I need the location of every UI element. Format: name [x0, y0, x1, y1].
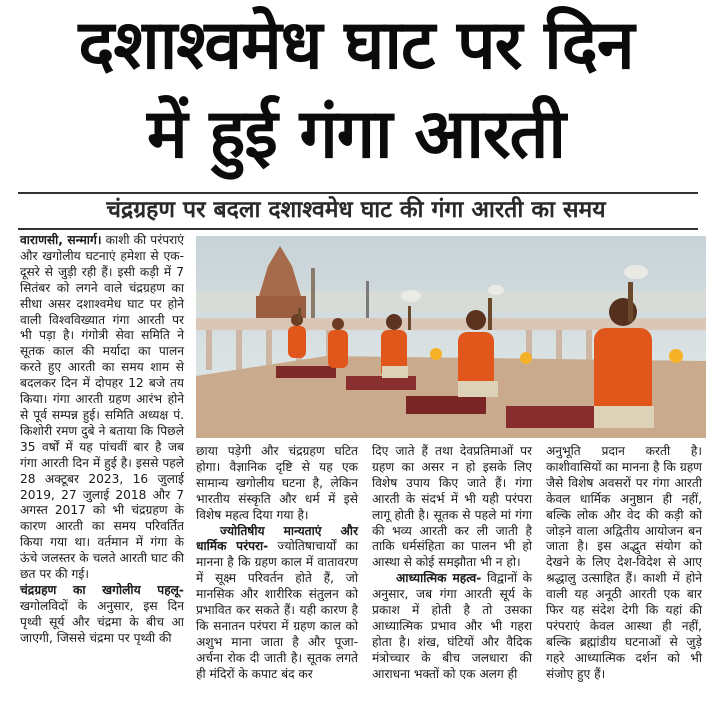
dateline: वाराणसी, सन्मार्ग। — [20, 233, 102, 247]
paragraph: काशी की परंपराएं और खगोलीय घटनाएं हमेशा से एक-दूसरे से जुड़ी रही हैं। इसी कड़ी में 7 सितंबर को लगने वाले चंद्रग्रहण का सीधा असर दशाश्वमेध घाट पर होने वाली विश्वविख्यात गंगा आरती पर भी पड़ा है। गंगोत्री सेवा समिति ने सूतक काल की मर्यादा का पालन करते हुए आरती का समय शाम से बदलकर दिन में दोपहर 12 बजे तय किया। गंगा आरती ग्रहण आरंभ होने से पूर्व सम्पन्न हुई। समिति अध्यक्ष पं. किशोरी रमण दुबे ने बताया कि पिछले 35 वर्षों में यह पांचवीं बार है जब गंगा आरती दिन में हुई है। इससे पहले 28 अक्टूबर 2023, 16 जुलाई 2019, 27 जुलाई 2018 और 7 अगस्त 2017 को भी चंद्रग्रहण के कारण आरती का समय परिवर्तित किया गया था। वर्तमान में गंगा के ऊंचे जलस्तर के चलते आरती घाट की छत पर की गई। — [20, 233, 185, 582]
paragraph: छाया पड़ेगी और चंद्रग्रहण घटित होगा। वैज्ञानिक दृष्टि से यह एक सामान्य खगोलीय घटना है, लेकिन भारतीय संस्कृति और धर्म में इसे विशेष महत्व दिया गया है। — [196, 444, 358, 522]
headline-line-2: में हुई गंगा आरती — [146, 95, 566, 174]
article-column-3 — [372, 444, 532, 683]
divider-bottom — [18, 228, 698, 230]
article-column-2 — [196, 444, 358, 683]
section-title: आध्यात्मिक महत्व- — [396, 571, 482, 586]
headline-line-1: दशाश्वमेध घाट पर दिन — [78, 6, 634, 85]
paragraph: अनुभूति प्रदान करती है। काशीवासियों का मानना है कि ग्रहण जैसे विशेष अवसरों पर गंगा आरती केवल धार्मिक अनुष्ठान ही नहीं, बल्कि लोक और वेद की कड़ी को जोड़ने वाला अद्वितीय आयोजन बन जाता है। इस अद्भुत संयोग को देखने के लिए देश-विदेश से आए श्रद्धालु उत्साहित हैं। काशी में होने वाली यह अनूठी आरती एक बार फिर यह संदेश देगी कि यहां की परंपराएं केवल आस्था ही नहीं, बल्कि ब्रह्मांडीय घटनाओं से जुड़े गहरे आध्यात्मिक दर्शन को भी संजोए हुए हैं। — [546, 444, 702, 681]
article-column-4 — [546, 444, 702, 683]
paragraph: खगोलविदों के अनुसार, इस दिन पृथ्वी सूर्य और चंद्रमा के बीच आ जाएगी, जिससे चंद्रमा पर पृथ्वी की — [20, 598, 184, 645]
paragraph: दिए जाते हैं तथा देवप्रतिमाओं पर ग्रहण का असर न हो इसके लिए विशेष उपाय किए जाते हैं। गंगा आरती के संदर्भ में भी यही परंपरा लागू होती है। सूतक से पहले मां गंगा की भव्य आरती कर ली जाती है ताकि धर्मसंहिता का पालन भी हो आस्था से कोई समझौता भी न हो। — [372, 444, 532, 570]
section-title: चंद्रग्रहण का खगोलीय पहलू- — [20, 582, 184, 597]
subheadline: चंद्रग्रहण पर बदला दशाश्वमेध घाट की गंगा आरती का समय — [106, 197, 606, 223]
paragraph: ज्योतिषाचार्यों का मानना है कि ग्रहण काल में वातावरण में सूक्ष्म परिवर्तन होते हैं, जो मानसिक और शारीरिक संतुलन को प्रभावित कर सकते हैं। यही कारण है कि सनातन परंपरा में ग्रहण काल को अशुभ माना जाता है और पूजा-अर्चना रोक दी जाती है। सूतक लगते ही मंदिरों के कपाट बंद कर — [196, 539, 359, 681]
ganga-aarti-photo — [196, 236, 706, 438]
article-column-1 — [20, 233, 184, 647]
paragraph: विद्वानों के अनुसार, जब गंगा आरती सूर्य के प्रकाश में होती है तो उसका आध्यात्मिक प्रभाव और भी गहरा होता है। शंख, घंटियों और वैदिक मंत्रोच्चार के बीच जलधारा की आराधना भक्तों को एक अलग ही — [372, 571, 532, 681]
section-title: ज्योतिषीय मान्यताएं और धार्मिक परंपरा- — [196, 523, 358, 554]
